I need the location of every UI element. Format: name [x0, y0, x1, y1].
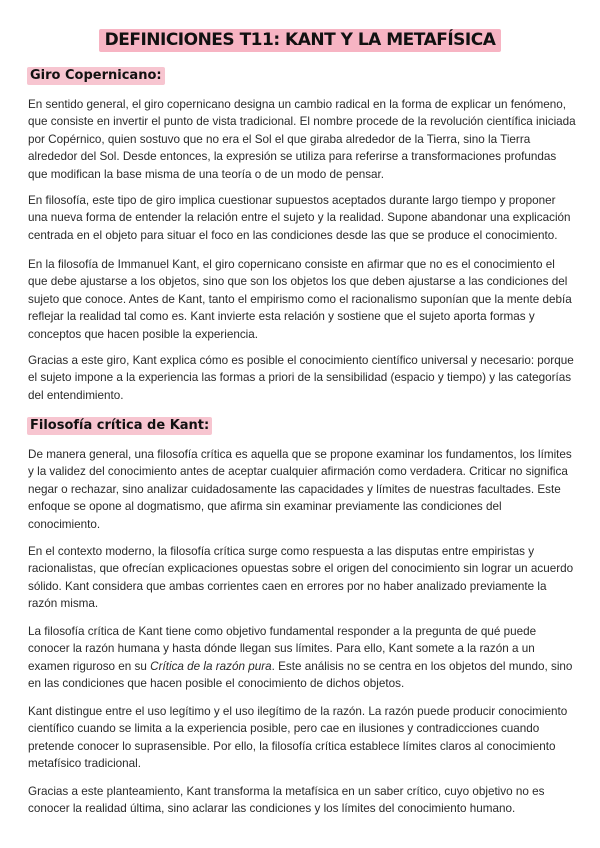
paragraph-critica-3: [28, 623, 576, 693]
paragraph-giro-3: En la filosofía de Immanuel Kant, el giro copernicano consiste en afirmar que no es el conocimiento el que debe ajustarse a los objetos, sino que son los objetos los que deben ajustarse a las condiciones del sujeto que conoce. Antes de Kant, tanto el empirismo como el racionalismo suponían que la mente debía reflejar la realidad tal como es. Kant invierte esta relación y sostiene que el sujeto aporta formas y conceptos que hacen posible la experiencia.: [28, 258, 572, 341]
paragraph-critica-2: En el contexto moderno, la filosofía crítica surge como respuesta a las disputas entre empiristas y racionalistas, que ofrecían explicaciones opuestas sobre el origen del conocimiento sin lograr un acuerdo sólido. Kant considera que ambas corrientes caen en errores por no haber analizado previamente la razón misma.: [28, 545, 574, 611]
book-title-critica-razon-pura: Crítica de la razón pura: [150, 659, 272, 673]
paragraph-critica-4: Kant distingue entre el uso legítimo y el uso ilegítimo de la razón. La razón puede producir conocimiento científico cuando se limita a la experiencia posible, pero cae en ilusiones y contradicciones cuando pretende conocer lo suprasensible. Por ello, la filosofía crítica establece límites claros al conocimiento metafísico tradicional.: [28, 705, 568, 771]
document-title: DEFINICIONES T11: KANT Y LA METAFÍSICA: [99, 29, 502, 52]
section-heading-giro-copernicano: Giro Copernicano:: [27, 67, 165, 85]
paragraph-giro-2: En filosofía, este tipo de giro implica cuestionar supuestos aceptados durante largo tiempo y proponer una nueva forma de entender la relación entre el sujeto y la realidad. Supone abandonar una explicación centrada en el objeto para situar el foco en las condiciones desde las que se produce el conocimiento.: [28, 194, 571, 242]
paragraph-critica-3-text-before: La filosofía crítica de Kant tiene como objetivo fundamental responder a la pregunta de qué puede conocer la razón humana y hasta dónde llegan sus límites. Para ello, Kant somete a la razón a un examen riguroso en su: [28, 625, 537, 673]
section-heading-filosofia-critica: Filosofía crítica de Kant:: [27, 417, 212, 435]
paragraph-giro-1: En sentido general, el giro copernicano designa un cambio radical en la forma de explicar un fenómeno, que consiste en invertir el punto de vista tradicional. El nombre procede de la revolución científica iniciada por Copérnico, quien sostuvo que no era el Sol el que giraba alrededor de la Tierra, sino la Tierra alrededor del Sol. Desde entonces, la expresión se utiliza para referirse a transformaciones profundas que modifican la base misma de una teoría o de un modo de pensar.: [28, 98, 576, 181]
paragraph-critica-5: Gracias a este planteamiento, Kant transforma la metafísica en un saber crítico, cuyo objetivo no es conocer la realidad última, sino aclarar las condiciones y los límites del conocimiento humano.: [28, 785, 545, 816]
paragraph-giro-4: Gracias a este giro, Kant explica cómo es posible el conocimiento científico universal y necesario: porque el sujeto impone a la experiencia las formas a priori de la sensibilidad (espacio y tiempo) y las categorías del entendimiento.: [28, 354, 574, 402]
paragraph-critica-1: De manera general, una filosofía crítica es aquella que se propone examinar los fundamentos, los límites y la validez del conocimiento antes de aceptar cualquier afirmación como verdadera. Criticar no significa negar o rechazar, sino analizar cuidadosamente las capacidades y límites de nuestras facultades. Este enfoque se opone al dogmatismo, que afirma sin examinar previamente las condiciones del conocimiento.: [28, 448, 572, 531]
title-container: [0, 29, 600, 52]
paragraph-critica-3-text-after: . Este análisis no se centra en los objetos del mundo, sino en las condiciones que hacen posible el conocimiento de dichos objetos.: [28, 659, 573, 691]
